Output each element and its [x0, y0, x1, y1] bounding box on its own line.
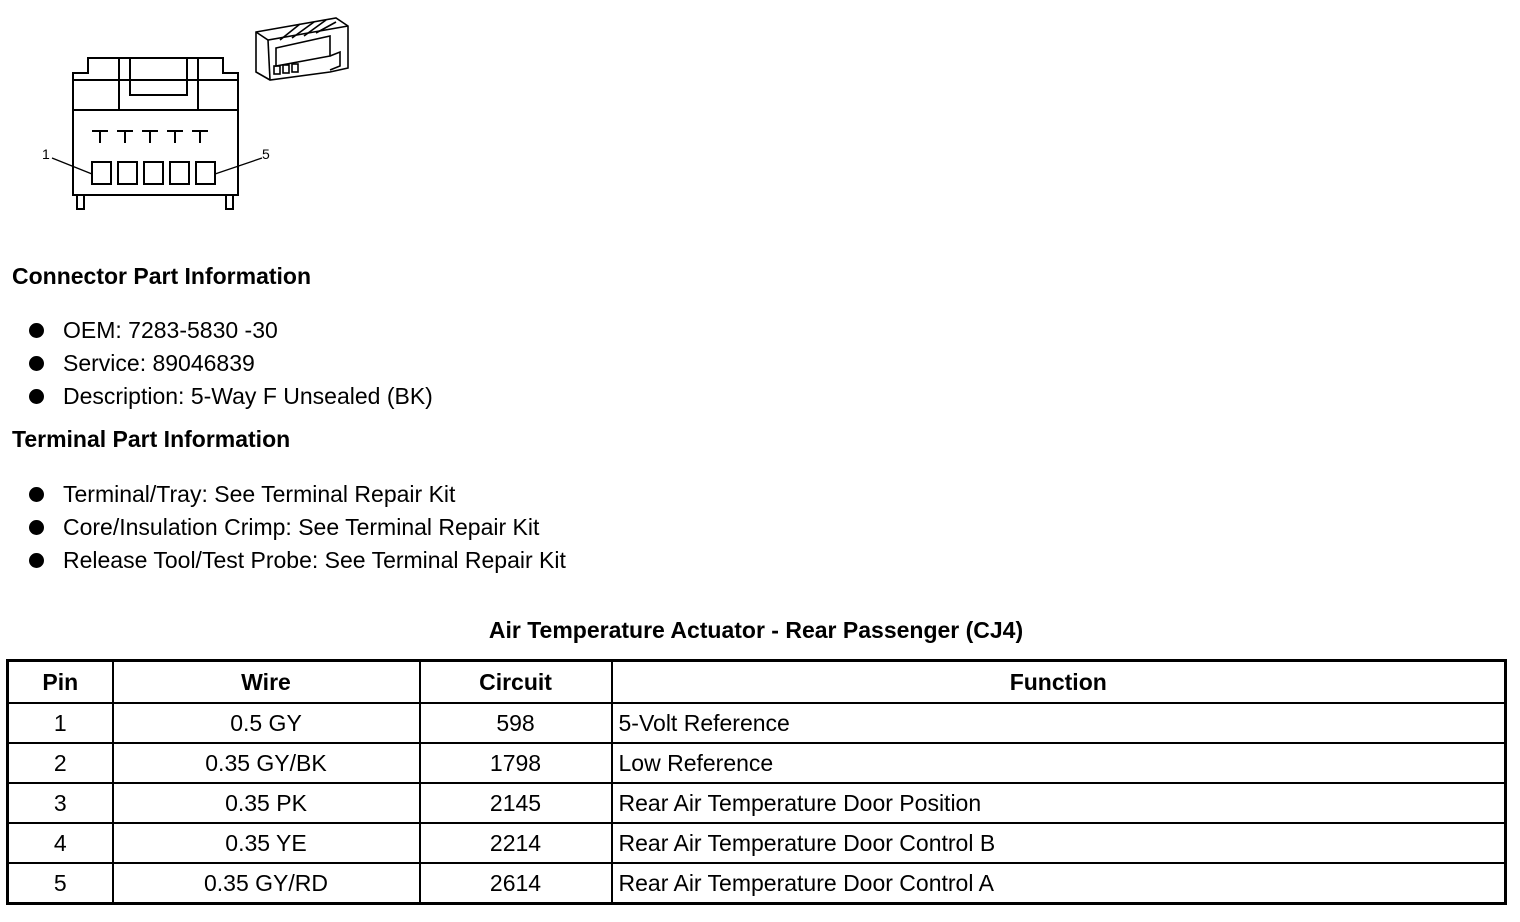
circuit-cell: 1798: [420, 743, 612, 783]
terminal-part-list: [28, 478, 566, 577]
wire-cell: 0.35 GY/BK: [113, 743, 420, 783]
function-cell: Low Reference: [612, 743, 1506, 783]
list-item: Core/Insulation Crimp: See Terminal Repair Kit: [28, 511, 566, 544]
column-header-circuit: Circuit: [420, 661, 612, 704]
column-header-function: Function: [612, 661, 1506, 704]
table-row: [8, 743, 1506, 783]
list-item: Terminal/Tray: See Terminal Repair Kit: [28, 478, 566, 511]
list-item: Service: 89046839: [28, 347, 433, 380]
bullet-icon: [29, 520, 44, 535]
bullet-icon: [29, 553, 44, 568]
connector-front-view: [52, 58, 262, 209]
pin-cell: 3: [8, 783, 113, 823]
wire-cell: 0.35 PK: [113, 783, 420, 823]
table-row: [8, 703, 1506, 743]
connector-3d-thumbnail: [256, 18, 348, 80]
circuit-cell: 2614: [420, 863, 612, 904]
table-title: Air Temperature Actuator - Rear Passenger (CJ4): [488, 617, 1024, 643]
circuit-cell: 2214: [420, 823, 612, 863]
function-cell: Rear Air Temperature Door Position: [612, 783, 1506, 823]
function-cell: Rear Air Temperature Door Control A: [612, 863, 1506, 904]
wire-cell: 0.35 YE: [113, 823, 420, 863]
wire-cell: 0.35 GY/RD: [113, 863, 420, 904]
connector-part-list: [28, 314, 433, 413]
bullet-icon: [29, 356, 44, 371]
table-row: [8, 783, 1506, 823]
terminal-cavities: [92, 162, 215, 184]
pin-table: [6, 659, 1507, 905]
pin-cell: 2: [8, 743, 113, 783]
terminal-part-heading: Terminal Part Information: [12, 426, 291, 452]
table-row: [8, 863, 1506, 904]
list-item: OEM: 7283-5830 -30: [28, 314, 433, 347]
circuit-cell: 2145: [420, 783, 612, 823]
pin-cell: 1: [8, 703, 113, 743]
bullet-icon: [29, 487, 44, 502]
table-header-row: [8, 661, 1506, 704]
table-row: [8, 823, 1506, 863]
list-item: Release Tool/Test Probe: See Terminal Repair Kit: [28, 544, 566, 577]
bullet-icon: [29, 389, 44, 404]
pin-label-5: 5: [262, 146, 270, 162]
pin-cell: 4: [8, 823, 113, 863]
bullet-icon: [29, 323, 44, 338]
column-header-wire: Wire: [113, 661, 420, 704]
circuit-cell: 598: [420, 703, 612, 743]
column-header-pin: Pin: [8, 661, 113, 704]
list-item: Description: 5-Way F Unsealed (BK): [28, 380, 433, 413]
function-cell: Rear Air Temperature Door Control B: [612, 823, 1506, 863]
terminal-glyphs: [92, 131, 208, 143]
pin-label-1: 1: [42, 146, 50, 162]
pin-cell: 5: [8, 863, 113, 904]
wire-cell: 0.5 GY: [113, 703, 420, 743]
connector-part-heading: Connector Part Information: [12, 263, 312, 289]
function-cell: 5-Volt Reference: [612, 703, 1506, 743]
connector-diagram: [30, 10, 360, 215]
